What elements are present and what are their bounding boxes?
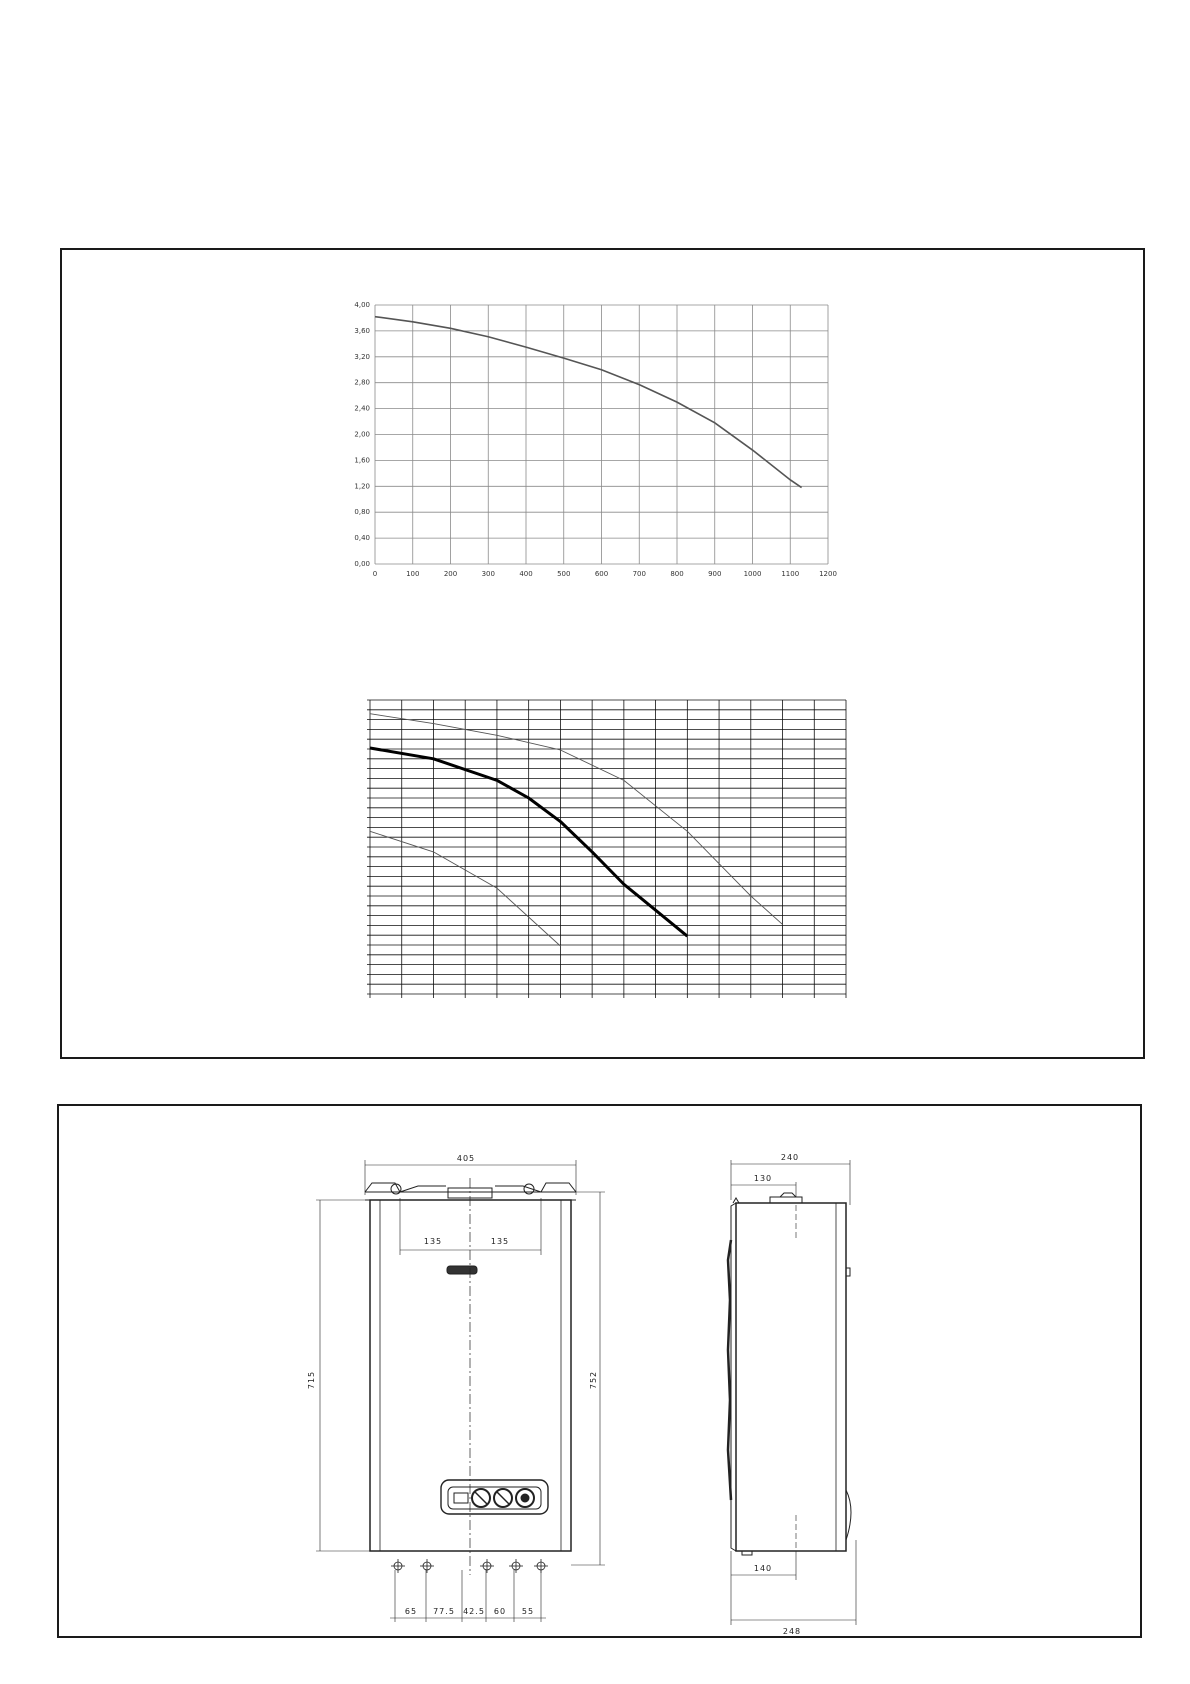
x-tick-label: 800 bbox=[670, 570, 684, 578]
dim-front-width: 405 bbox=[456, 1154, 476, 1163]
x-tick-label: 1000 bbox=[743, 570, 762, 578]
y-tick-label: 3,20 bbox=[354, 352, 370, 361]
y-tick-label: 0,40 bbox=[354, 534, 370, 543]
y-tick-label: 1,20 bbox=[354, 482, 370, 491]
dim-side-depth-bottom: 248 bbox=[782, 1627, 802, 1636]
dim-height-right: 752 bbox=[589, 1370, 598, 1390]
x-tick-label: 1200 bbox=[819, 570, 837, 578]
y-tick-label: 2,80 bbox=[354, 378, 370, 387]
x-tick-label: 300 bbox=[481, 570, 495, 578]
x-tick-label: 500 bbox=[557, 570, 571, 578]
dim-conn-3: 42.5 bbox=[463, 1607, 485, 1616]
y-tick-label: 4,00 bbox=[354, 301, 370, 309]
control-panel bbox=[441, 1480, 548, 1514]
y-tick-label: 0,00 bbox=[354, 560, 370, 568]
dimension-labels bbox=[307, 1153, 801, 1636]
x-tick-label: 100 bbox=[406, 570, 420, 578]
y-tick-label: 2,40 bbox=[354, 404, 370, 413]
boiler-side-casing bbox=[736, 1203, 846, 1551]
y-tick-label: 2,00 bbox=[354, 430, 370, 439]
x-tick-label: 600 bbox=[594, 570, 609, 578]
x-tick-label: 1100 bbox=[781, 570, 800, 578]
dim-conn-1: 65 bbox=[404, 1607, 418, 1616]
brand-logo bbox=[447, 1266, 477, 1274]
dim-mount-right: 135 bbox=[490, 1237, 510, 1246]
x-tick-label: 900 bbox=[708, 570, 722, 578]
dim-side-inner-bottom: 140 bbox=[753, 1564, 773, 1573]
dim-conn-4: 60 bbox=[493, 1607, 507, 1616]
mounting-bracket bbox=[365, 1183, 576, 1200]
x-tick-label: 200 bbox=[443, 570, 458, 578]
dim-mount-left: 135 bbox=[423, 1237, 443, 1246]
dim-conn-2: 77.5 bbox=[433, 1607, 455, 1616]
dim-height-left: 715 bbox=[307, 1370, 316, 1390]
y-tick-label: 1,60 bbox=[354, 456, 370, 465]
dim-side-inner-top: 130 bbox=[753, 1174, 773, 1183]
connection-points bbox=[391, 1559, 548, 1573]
dim-side-depth-top: 240 bbox=[780, 1153, 800, 1162]
x-tick-label: 0 bbox=[372, 570, 378, 578]
dim-conn-5: 55 bbox=[521, 1607, 535, 1616]
x-tick-label: 700 bbox=[632, 570, 646, 578]
x-tick-label: 400 bbox=[519, 570, 533, 578]
y-tick-label: 3,60 bbox=[354, 326, 370, 335]
y-tick-label: 0,80 bbox=[354, 508, 370, 517]
